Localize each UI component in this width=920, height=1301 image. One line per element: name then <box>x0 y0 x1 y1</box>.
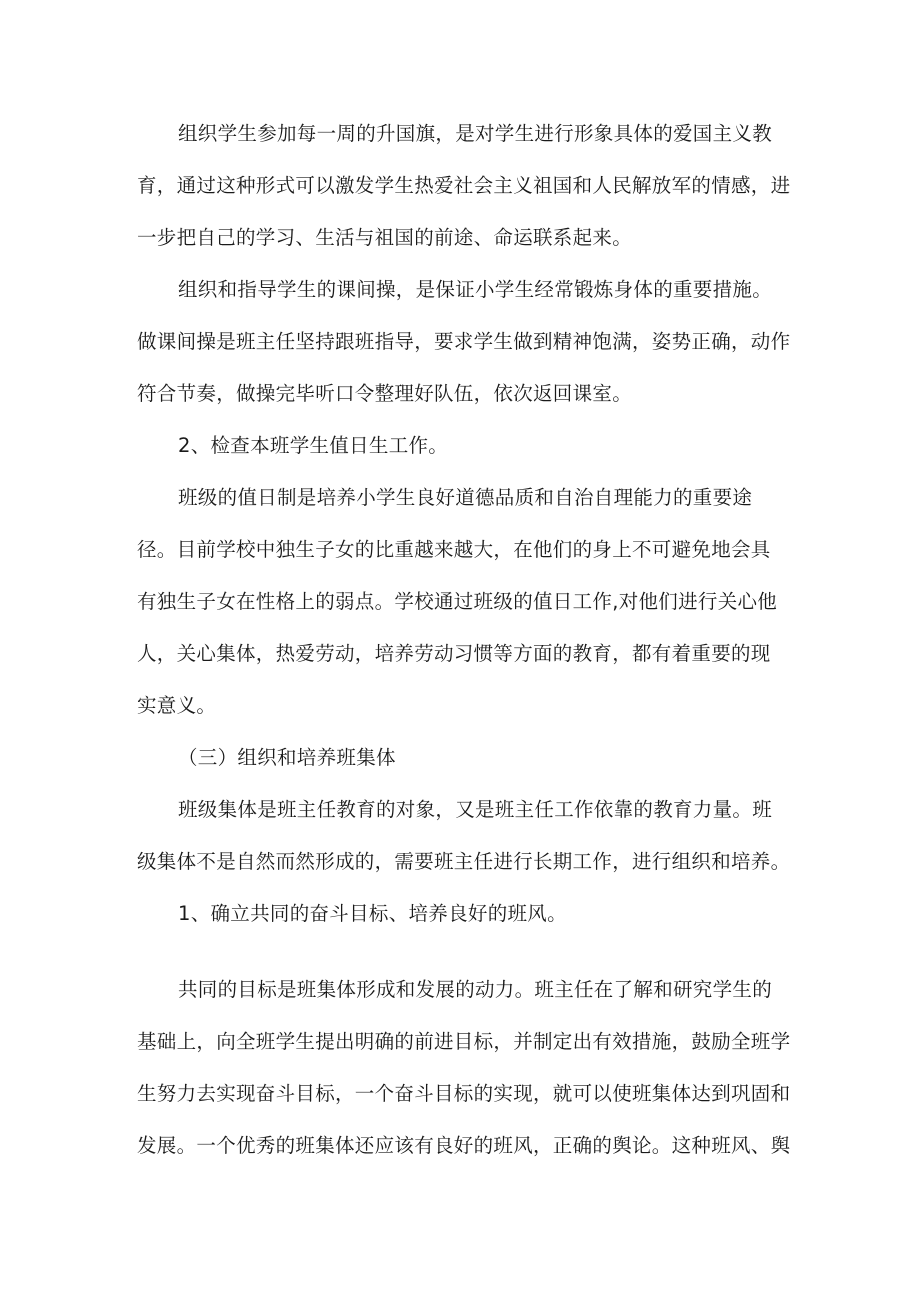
section-heading: 2、检查本班学生值日生工作。 <box>178 434 449 457</box>
section-heading: 1、确立共同的奋斗目标、培养良好的班风。 <box>178 902 567 925</box>
text-line: 实意义。 <box>137 694 217 717</box>
text-line: 人，关心集体，热爱劳动，培养劳动习惯等方面的教育，都有着重要的现 <box>137 642 771 665</box>
text-line: 组织学生参加每一周的升国旗，是对学生进行形象具体的爱国主义教 <box>178 122 773 145</box>
text-line: 班级的值日制是培养小学生良好道德品质和自治自理能力的重要途 <box>178 486 753 509</box>
text-line: 生努力去实现奋斗目标，一个奋斗目标的实现，就可以使班集体达到巩固和 <box>137 1082 791 1105</box>
text-line: 基础上，向全班学生提出明确的前进目标，并制定出有效措施，鼓励全班学 <box>137 1030 791 1053</box>
text-line: 做课间操是班主任坚持跟班指导，要求学生做到精神饱满，姿势正确，动作 <box>137 330 791 353</box>
text-line: 级集体不是自然而然形成的，需要班主任进行长期工作，进行组织和培养。 <box>137 850 791 873</box>
section-heading: （三）组织和培养班集体 <box>178 746 396 769</box>
text-line: 一步把自己的学习、生活与祖国的前途、命运联系起来。 <box>137 226 633 249</box>
text-line: 组织和指导学生的课间操，是保证小学生经常锻炼身体的重要措施。 <box>178 278 773 301</box>
text-line: 育，通过这种形式可以激发学生热爱社会主义祖国和人民解放军的情感，进 <box>137 174 791 197</box>
text-line: 符合节奏，做操完毕听口令整理好队伍，依次返回课室。 <box>137 382 633 405</box>
text-line: 发展。一个优秀的班集体还应该有良好的班风，正确的舆论。这种班风、舆 <box>137 1134 791 1157</box>
text-line: 共同的目标是班集体形成和发展的动力。班主任在了解和研究学生的 <box>178 978 773 1001</box>
text-line: 有独生子女在性格上的弱点。学校通过班级的值日工作,对他们进行关心他 <box>137 590 778 613</box>
text-line: 班级集体是班主任教育的对象，又是班主任工作依靠的教育力量。班 <box>178 798 773 821</box>
text-line: 径。目前学校中独生子女的比重越来越大，在他们的身上不可避免地会具 <box>137 538 771 561</box>
